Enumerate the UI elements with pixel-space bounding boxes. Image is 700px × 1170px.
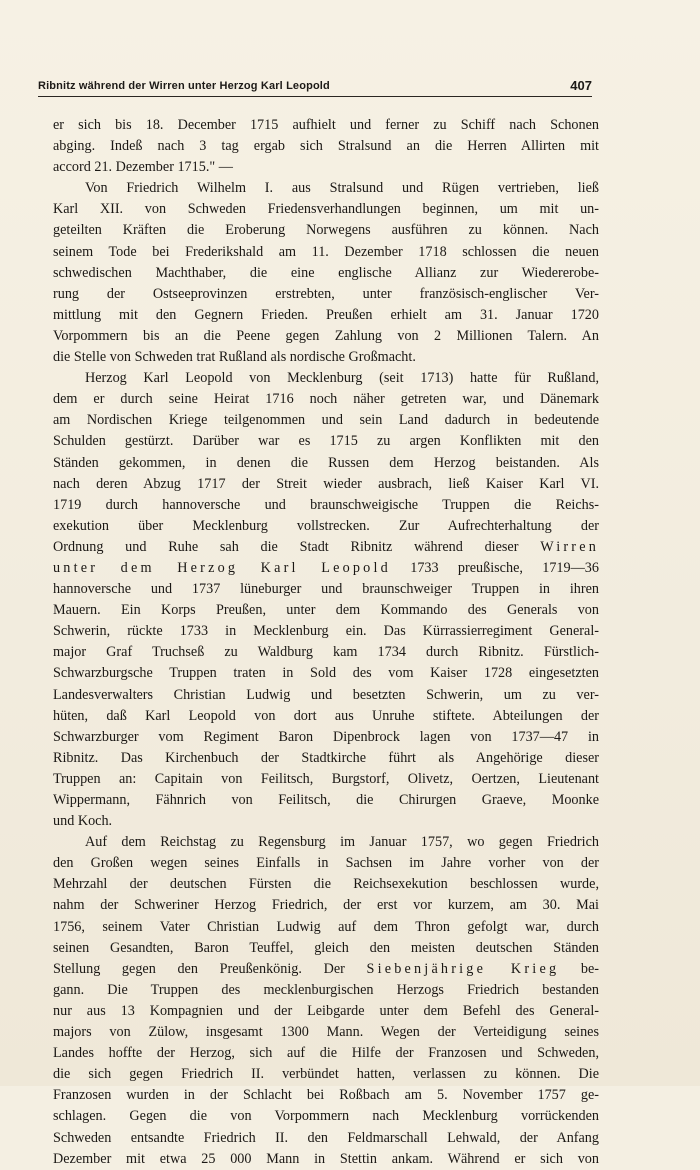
- text-line: Schwarzburgsche Truppen traten in Sold des vom Kaiser 1728 eingesetzten: [53, 665, 599, 682]
- page-number: 407: [570, 78, 592, 93]
- text-line: Schulden gestürzt. Darüber war es 1715 zu argen Konflikten mit den: [53, 433, 599, 450]
- paragraph: [53, 115, 599, 178]
- body-text: [53, 115, 599, 1170]
- text-line: Auf dem Reichstag zu Regensburg im Januar 1757, wo gegen Friedrich: [85, 834, 599, 851]
- text-line: Schwerin, rückte 1733 in Mecklenburg ein. Das Kürrassierregiment General-: [53, 623, 599, 640]
- text-line: nach deren Abzug 1717 der Streit wieder ausbrach, ließ Kaiser Karl VI.: [53, 475, 599, 492]
- running-title: Ribnitz während der Wirren unter Herzog Karl Leopold: [38, 80, 330, 92]
- text-line: nahm der Schweriner Herzog Friedrich, der erst vor kurzem, am 30. Mai: [53, 897, 599, 914]
- text-line: 1719 durch hannoversche und braunschweigische Truppen die Reichs-: [53, 496, 599, 513]
- text-line: schlagen. Gegen die von Vorpommern nach Mecklenburg vorrückenden: [53, 1108, 599, 1125]
- text-line: abging. Indeß nach 3 tag ergab sich Stralsund an die Herren Allirten mit: [53, 138, 599, 155]
- text-line: Franzosen wurden in der Schlacht bei Roßbach am 5. November 1757 ge-: [53, 1087, 599, 1104]
- paragraph: [53, 832, 599, 1170]
- emphasized-text: Siebenjährige Krieg: [366, 960, 560, 977]
- text-line: unter dem Herzog Karl Leopold 1733 preußische, 1719—36: [53, 559, 599, 576]
- text-line: major Graf Truchseß zu Waldburg kam 1734 durch Ribnitz. Fürstlich-: [53, 644, 599, 661]
- text-line: accord 21. Dezember 1715." —: [53, 159, 233, 176]
- text-line: er sich bis 18. December 1715 aufhielt und ferner zu Schiff nach Schonen: [53, 117, 599, 133]
- emphasized-text: Wirren: [540, 538, 599, 555]
- text-line: seinen Gesandten, Baron Teuffel, gleich den meisten deutschen Ständen: [53, 939, 599, 956]
- text-line: Wippermann, Fähnrich von Feilitsch, die Chirurgen Graeve, Moonke: [53, 792, 599, 808]
- text-line: Karl XII. von Schweden Friedensverhandlungen beginnen, um mit un-: [53, 201, 599, 218]
- text-line: Von Friedrich Wilhelm I. aus Stralsund und Rügen vertrieben, ließ: [85, 180, 599, 197]
- emphasized-text: unter dem Herzog Karl Leopold: [53, 559, 391, 576]
- paragraph: [53, 178, 599, 368]
- paragraph: [53, 368, 599, 832]
- text-line: am Nordischen Kriege teilgenommen und sein Land dadurch in bedeutende: [53, 412, 599, 429]
- text-line: den Großen wegen seines Einfalls in Sachsen im Jahre vorher von der: [53, 855, 599, 872]
- text-line: Ständen gekommen, in denen die Russen dem Herzog beistanden. Als: [53, 454, 599, 471]
- text-line: nur aus 13 Kompagnien und der Leibgarde unter dem Befehl des General-: [53, 1002, 599, 1019]
- text-line: exekution über Mecklenburg vollstrecken. Zur Aufrechterhaltung der: [53, 517, 599, 534]
- text-line: dem er durch seine Heirat 1716 noch näher getreten war, und Dänemark: [53, 391, 599, 408]
- text-line: und Koch.: [53, 813, 113, 830]
- text-line: Schweden entsandte Friedrich II. den Feldmarschall Lehwald, der Anfang: [53, 1129, 599, 1146]
- text-line: schwedischen Machthaber, die eine englische Allianz zur Wiedererobe-: [53, 264, 599, 281]
- text-line: Dezember mit etwa 25 000 Mann in Stettin ankam. Während er sich von: [53, 1150, 599, 1167]
- text-line: Herzog Karl Leopold von Mecklenburg (seit 1713) hatte für Rußland,: [85, 370, 599, 387]
- text-line: rung der Ostseeprovinzen erstrebten, unter französisch-englischer Ver-: [53, 285, 599, 302]
- text-line: geteilten Kräften die Eroberung Norwegens ausführen zu können. Nach: [53, 222, 599, 239]
- text-line: Ribnitz. Das Kirchenbuch der Stadtkirche führt als Angehörige dieser: [53, 749, 599, 766]
- text-line: seinem Tode bei Frederikshald am 11. Dezember 1718 schlossen die neuen: [53, 243, 599, 260]
- text-line: majors von Zülow, insgesamt 1300 Mann. Wegen der Verteidigung seines: [53, 1024, 599, 1041]
- text-line: die Stelle von Schweden trat Rußland als nordische Großmacht.: [53, 349, 416, 366]
- page-header: [38, 72, 592, 97]
- text-line: Vorpommern bis an die Peene gegen Zahlung von 2 Millionen Talern. An: [53, 327, 599, 344]
- text-line: hüten, daß Karl Leopold von dort aus Unruhe stiftete. Abteilungen der: [53, 707, 599, 724]
- text-line: die sich gegen Friedrich II. verbündet hatten, verlassen zu können. Die: [53, 1066, 599, 1083]
- text-line: gann. Die Truppen des mecklenburgischen Herzogs Friedrich bestanden: [53, 981, 599, 998]
- text-line: Mehrzahl der deutschen Fürsten die Reichsexekution beschlossen wurde,: [53, 876, 599, 893]
- text-line: Truppen an: Capitain von Feilitsch, Burgstorf, Olivetz, Oertzen, Lieutenant: [53, 770, 599, 787]
- text-line: mittlung mit den Gegnern Frieden. Preußen erhielt am 31. Januar 1720: [53, 306, 599, 323]
- text-line: hannoversche und 1737 lüneburger und braunschweiger Truppen in ihren: [53, 581, 599, 598]
- text-line: Ordnung und Ruhe sah die Stadt Ribnitz während dieser Wirren: [53, 538, 599, 555]
- text-line: Mauern. Ein Korps Preußen, unter dem Kommando des Generals von: [53, 602, 599, 619]
- text-line: Stellung gegen den Preußenkönig. Der Siebenjährige Krieg be-: [53, 960, 599, 977]
- text-line: Landes hoffte der Herzog, sich auf die Hilfe der Franzosen und Schweden,: [53, 1045, 599, 1062]
- text-line: Schwarzburger vom Regiment Baron Dipenbrock lagen von 1737—47 in: [53, 728, 599, 745]
- text-line: Landesverwalters Christian Ludwig und besetzten Schwerin, um zu ver-: [53, 686, 599, 703]
- text-line: 1756, seinem Vater Christian Ludwig auf dem Thron gefolgt war, durch: [53, 918, 599, 935]
